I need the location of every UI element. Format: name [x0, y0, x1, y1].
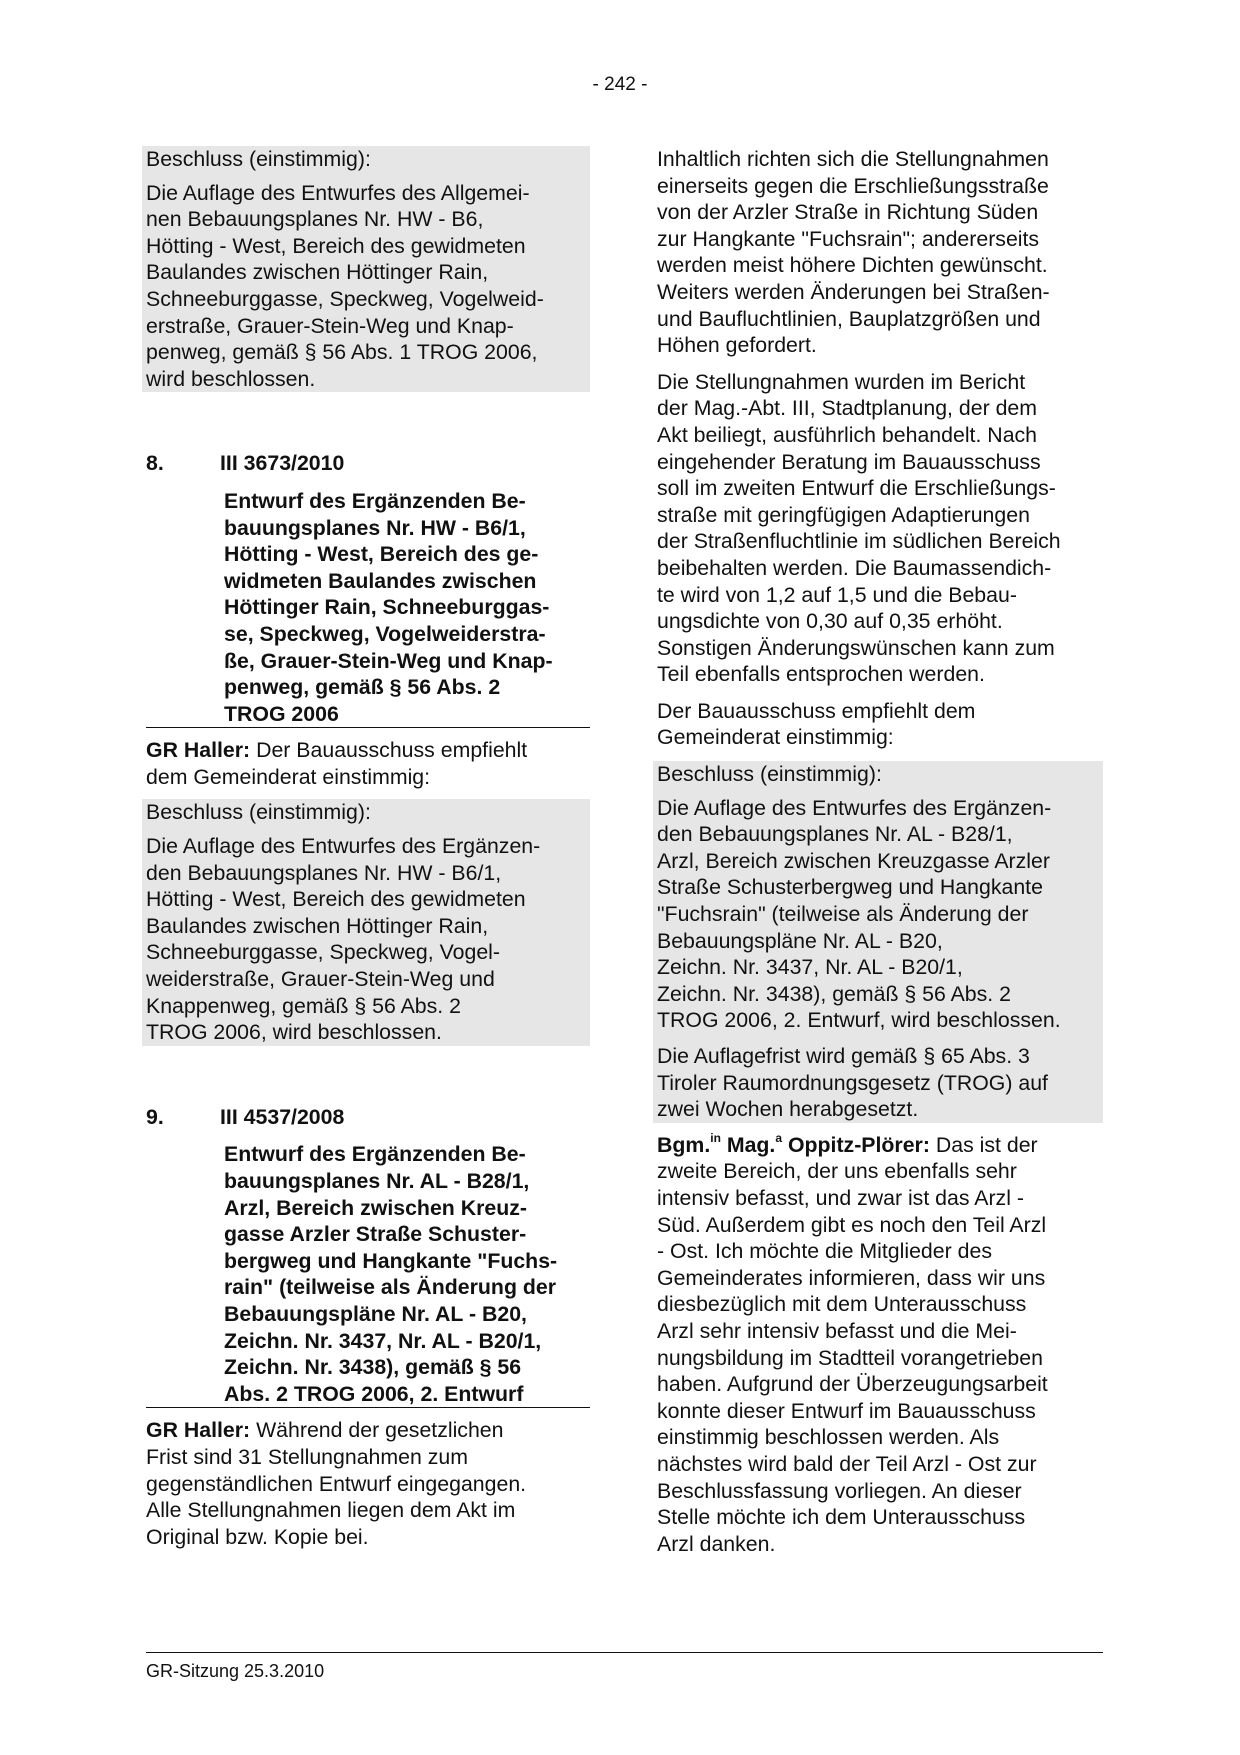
- resolution-box-al-b28-1: [653, 761, 1103, 1123]
- item-title: Entwurf des Ergänzenden Be- bauungsplanes Nr. AL - B28/1, Arzl, Bereich zwischen Kreuz- gasse Arzler Straße Schuster- bergweg und Hangkante "Fuchs- rain" (teilweise als Änderung der Bebauungspläne Nr. AL - B20, Zeichn. Nr. 3437, Nr. AL - B20/1, Zeichn. Nr. 3438), gemäß § 56 Abs. 2 TROG 2006, 2. Entwurf: [224, 1142, 558, 1406]
- footer-divider: [146, 1652, 1103, 1653]
- item-8-title-block: [146, 488, 590, 728]
- left-column: [146, 146, 590, 1550]
- item-reference: III 3673/2010: [220, 451, 345, 476]
- item-title: Entwurf des Ergänzenden Be- bauungsplanes Nr. HW - B6/1, Hötting - West, Bereich des ge- widmeten Baulandes zwischen Höttinger Rain, Schneeburggas- se, Speckweg, Vogelweiderstra- ße, Grauer-Stein-Weg und Knap- penweg, gemäß § 56 Abs. 2 TROG 2006: [224, 488, 553, 726]
- agenda-item-8: [146, 450, 590, 477]
- resolution-label: Beschluss (einstimmig):: [146, 147, 371, 171]
- item-number: 8.: [146, 451, 164, 476]
- resolution-deadline-text: Die Auflagefrist wird gemäß § 65 Abs. 3 Tiroler Raumordnungsgesetz (TROG) auf zwei Wochen herabgesetzt.: [657, 1044, 1048, 1122]
- right-column: [657, 146, 1103, 1557]
- item-9-title-block: [146, 1141, 590, 1408]
- item-number: 9.: [146, 1104, 164, 1129]
- speaker-name: Bgm.$^{in}$ Mag.$^a$ Oppitz-Plörer:: [657, 1130, 930, 1157]
- paragraph-objections: Inhaltlich richten sich die Stellungnahmen einerseits gegen die Erschließungsstraße von der Arzler Straße in Richtung Süden zur Hangkante "Fuchsrain"; andererseits werden meist höhere Dichten gewünscht. Weiters werden Änderungen bei Straßen- und Baufluchtlinien, Bauplatzgrößen und Höhen gefordert.: [657, 147, 1050, 358]
- page-number: - 242 -: [592, 74, 648, 95]
- speaker-statement: GR Haller: Der Bauausschuss empfiehlt dem Gemeinderat einstimmig:: [146, 738, 528, 789]
- resolution-box-hw-b6: [142, 146, 590, 392]
- agenda-item-9: [146, 1104, 590, 1131]
- resolution-box-hw-b6-1: [142, 799, 590, 1045]
- item-reference: III 4537/2008: [220, 1104, 345, 1129]
- resolution-text: Die Auflage des Entwurfes des Allgemei- nen Bebauungsplanes Nr. HW - B6, Hötting - West, Bereich des gewidmeten Baulandes zwischen Höttinger Rain, Schneeburggasse, Speckweg, Vogelweid- erstraße, Grauer-Stein-Weg und Knap- penweg, gemäß § 56 Abs. 1 TROG 2006, wird beschlossen.: [146, 180, 544, 391]
- footer-session-date: GR-Sitzung 25.3.2010: [146, 1661, 325, 1681]
- paragraph-recommendation: Der Bauausschuss empfiehlt dem Gemeinderat einstimmig:: [657, 698, 976, 750]
- paragraph-report: Die Stellungnahmen wurden im Bericht der Mag.-Abt. III, Stadtplanung, der dem Akt beiliegt, ausführlich behandelt. Nach eingehender Beratung im Bauausschuss soll im zweiten Entwurf die Erschließungs- straße mit geringfügigen Adaptierungen der Straßenfluchtlinie im südlichen Bereich beibehalten werden. Die Baumassendich- te wird von 1,2 auf 1,5 und die Bebau- ungsdichte von 0,30 auf 0,35 erhöht. Sonstigen Änderungswünschen kann zum Teil ebenfalls entsprochen werden.: [657, 369, 1061, 687]
- speaker-name: GR Haller:: [146, 738, 251, 763]
- mayor-statement: Bgm.$^{in}$ Mag.$^a$ Oppitz-Plörer: Das ist der zweite Bereich, der uns ebenfalls sehr intensiv befasst, und zwar ist das Arzl - Süd. Außerdem gibt es noch den Teil Arzl - Ost. Ich möchte die Mitglieder des Gemeinderates informieren, dass wir uns diesbezüglich mit dem Unterausschuss Arzl sehr intensiv befasst und die Mei- nungsbildung im Stadtteil vorangetrieben haben. Aufgrund der Überzeugungsarbeit konnte dieser Entwurf im Bauausschuss einstimmig beschlossen werden. Als nächstes wird bald der Teil Arzl - Ost zur Beschlussfassung vorliegen. An dieser Stelle möchte ich dem Unterausschuss Arzl danken.: [657, 1130, 1048, 1556]
- resolution-label: Beschluss (einstimmig):: [657, 762, 882, 787]
- speaker-statement: GR Haller: Während der gesetzlichen Frist sind 31 Stellungnahmen zum gegenständlichen Entwurf eingegangen. Alle Stellungnahmen liegen dem Akt im Original bzw. Kopie bei.: [146, 1418, 527, 1549]
- resolution-text: Die Auflage des Entwurfes des Ergänzen- den Bebauungsplanes Nr. AL - B28/1, Arzl, Bereich zwischen Kreuzgasse Arzler Straße Schusterbergweg und Hangkante "Fuchsrain" (teilweise als Änderung der Bebauungspläne Nr. AL - B20, Zeichn. Nr. 3437, Nr. AL - B20/1, Zeichn. Nr. 3438), gemäß § 56 Abs. 2 TROG 2006, 2. Entwurf, wird beschlossen.: [657, 795, 1061, 1033]
- resolution-label: Beschluss (einstimmig):: [146, 800, 371, 825]
- speaker-name: GR Haller:: [146, 1418, 251, 1443]
- resolution-text: Die Auflage des Entwurfes des Ergänzen- den Bebauungsplanes Nr. HW - B6/1, Hötting - West, Bereich des gewidmeten Baulandes zwischen Höttinger Rain, Schneeburggasse, Speckweg, Vogel- weiderstraße, Grauer-Stein-Weg und Knappenweg, gemäß § 56 Abs. 2 TROG 2006, wird beschlossen.: [146, 834, 541, 1045]
